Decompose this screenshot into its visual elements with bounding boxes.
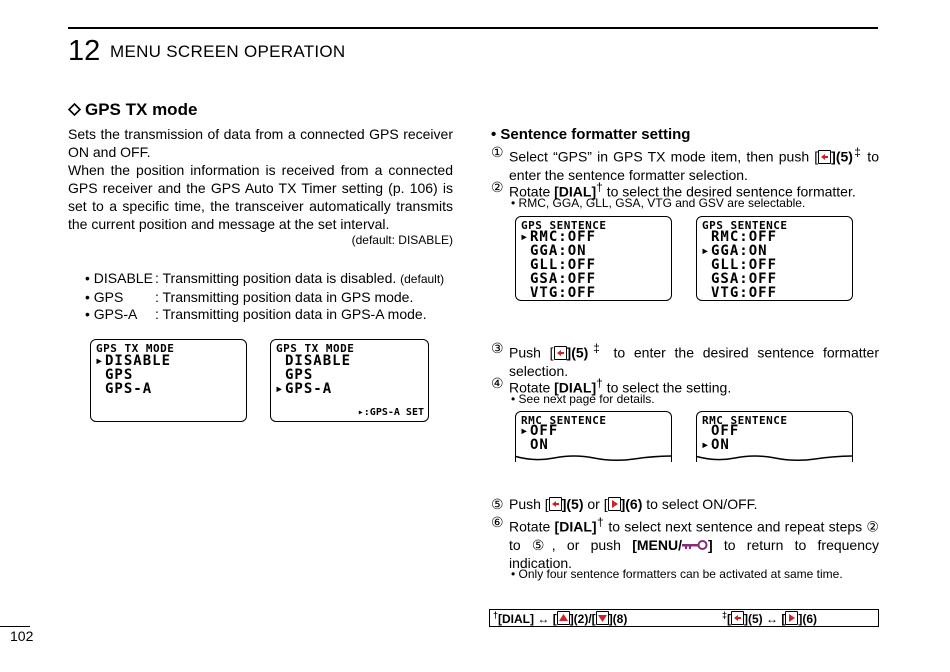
lcd-row: ▸GGA:ON (701, 243, 768, 259)
section-title (68, 100, 197, 120)
list-item (85, 289, 444, 307)
lcd-sentence-rmc (515, 216, 672, 301)
subsection-heading: • Sentence formatter setting (491, 126, 691, 143)
cursor-icon: ▸ (520, 229, 530, 245)
option-name: • GPS (85, 288, 124, 305)
lcd-footer: ▸:GPS-A SET (357, 407, 424, 418)
lcd-row: GLL:OFF (711, 257, 778, 273)
left-arrow-key-icon (554, 346, 567, 360)
lcd-gps-tx-gpsa (270, 339, 429, 422)
cursor-icon: ▸ (520, 423, 530, 439)
right-arrow-key-icon (608, 497, 621, 511)
lcd-row: ▸RMC:OFF (520, 229, 597, 245)
cursor-icon: ▸ (701, 243, 711, 259)
list-item (85, 270, 444, 289)
lcd-row: GLL:OFF (530, 257, 597, 273)
lcd-header: GPS SENTENCE (521, 219, 607, 232)
cursor-icon: ▸ (275, 381, 285, 397)
step-4-note: • See next page for details. (511, 392, 655, 406)
down-arrow-key-icon (596, 611, 609, 625)
step-1: ① Select “GPS” in GPS TX mode item, then push [ ](5)‡ to enter the sentence formatter selection. (491, 144, 879, 183)
lcd-row: ▸ON (701, 437, 730, 453)
body-paragraph: When the position information is received from a connected GPS receiver and the GPS Auto TX Timer setting (p. 106) is set to a specific time, the transceiver automatically transmits the current position and message at the set interval. (68, 162, 453, 232)
lcd-gps-tx-disable (90, 339, 247, 422)
lcd-row: GPS (285, 367, 314, 383)
option-name: • DISABLE (85, 270, 153, 286)
lcd-sentence-gga (696, 216, 853, 301)
cursor-icon: ▸ (701, 437, 711, 453)
chapter-number: 12 (68, 35, 101, 67)
page-corner-rule (0, 626, 30, 627)
lcd-row: GSA:OFF (530, 271, 597, 287)
footnote-keys: ‡[ ](5) ↔ [ ](6) (722, 610, 818, 626)
option-desc: : Transmitting position data in GPS mode. (155, 288, 414, 305)
option-name: • GPS-A (85, 306, 138, 322)
up-arrow-key-icon (557, 611, 570, 625)
step-6: ⑥ Rotate [DIAL]† to select next sentence and repeat steps ② to ⑤, or push [MENU/ ] to return to frequency indication. (491, 514, 879, 571)
left-arrow-key-icon (549, 497, 562, 511)
footnote-box (489, 609, 879, 627)
default-note: (default: DISABLE) (351, 233, 453, 247)
chapter-title: MENU SCREEN OPERATION (110, 42, 346, 61)
lcd-row: ▸OFF (520, 423, 559, 439)
lcd-row: GPS (105, 367, 134, 383)
intro-paragraph: Sets the transmission of data from a connected GPS receiver ON and OFF. (68, 126, 453, 160)
lcd-header: GPS SENTENCE (702, 219, 788, 232)
section-title-text: GPS TX mode (85, 100, 198, 119)
lcd-row: ON (530, 437, 549, 453)
option-desc: : Transmitting position data is disabled. (155, 270, 397, 286)
step-4: ④ Rotate [DIAL]† to select the setting. (491, 375, 732, 396)
diamond-icon (68, 103, 81, 116)
option-note: (default) (400, 272, 445, 286)
cursor-icon: ▸ (95, 353, 105, 369)
footnote-dial: †[DIAL] ↔ [ ](2)/[ ](8) (493, 610, 628, 626)
step-2: ② Rotate [DIAL]† to select the desired sentence formatter. (491, 179, 856, 200)
lcd-row: GPS-A (105, 381, 153, 397)
step-3: ③ Push [ ](5)‡ to enter the desired sentence formatter selection. (491, 340, 879, 379)
list-item (85, 306, 444, 324)
lcd-row: GSA:OFF (711, 271, 778, 287)
page-number: 102 (10, 628, 34, 644)
left-arrow-key-icon (818, 150, 831, 164)
step-2-note: • RMC, GGA, GLL, GSA, VTG and GSV are selectable. (511, 196, 806, 210)
lcd-row: RMC:OFF (711, 229, 778, 245)
lcd-header: GPS TX MODE (96, 342, 175, 355)
lcd-header: GPS TX MODE (276, 342, 355, 355)
lcd-rmc-off (515, 411, 672, 462)
lcd-row: VTG:OFF (711, 285, 778, 301)
option-desc: : Transmitting position data in GPS-A mode. (155, 306, 427, 322)
step-6-note: • Only four sentence formatters can be activated at same time. (511, 567, 843, 581)
lcd-rmc-on (696, 411, 853, 462)
right-arrow-key-icon (785, 611, 798, 625)
lcd-row: VTG:OFF (530, 285, 597, 301)
lcd-row: OFF (711, 423, 740, 439)
lcd-header: RMC SENTENCE (702, 414, 788, 427)
left-arrow-key-icon (731, 611, 744, 625)
lcd-row: ▸DISABLE (95, 353, 172, 369)
lcd-row: ▸GPS-A (275, 381, 333, 397)
header-rule (68, 27, 878, 29)
step-5: ⑤ Push [ ](5) or [ ](6) to select ON/OFF. (491, 496, 758, 512)
key-icon (682, 540, 708, 550)
lcd-row: GGA:ON (530, 243, 587, 259)
lcd-header: RMC SENTENCE (521, 414, 607, 427)
lcd-row: DISABLE (285, 353, 352, 369)
option-list (85, 270, 444, 324)
